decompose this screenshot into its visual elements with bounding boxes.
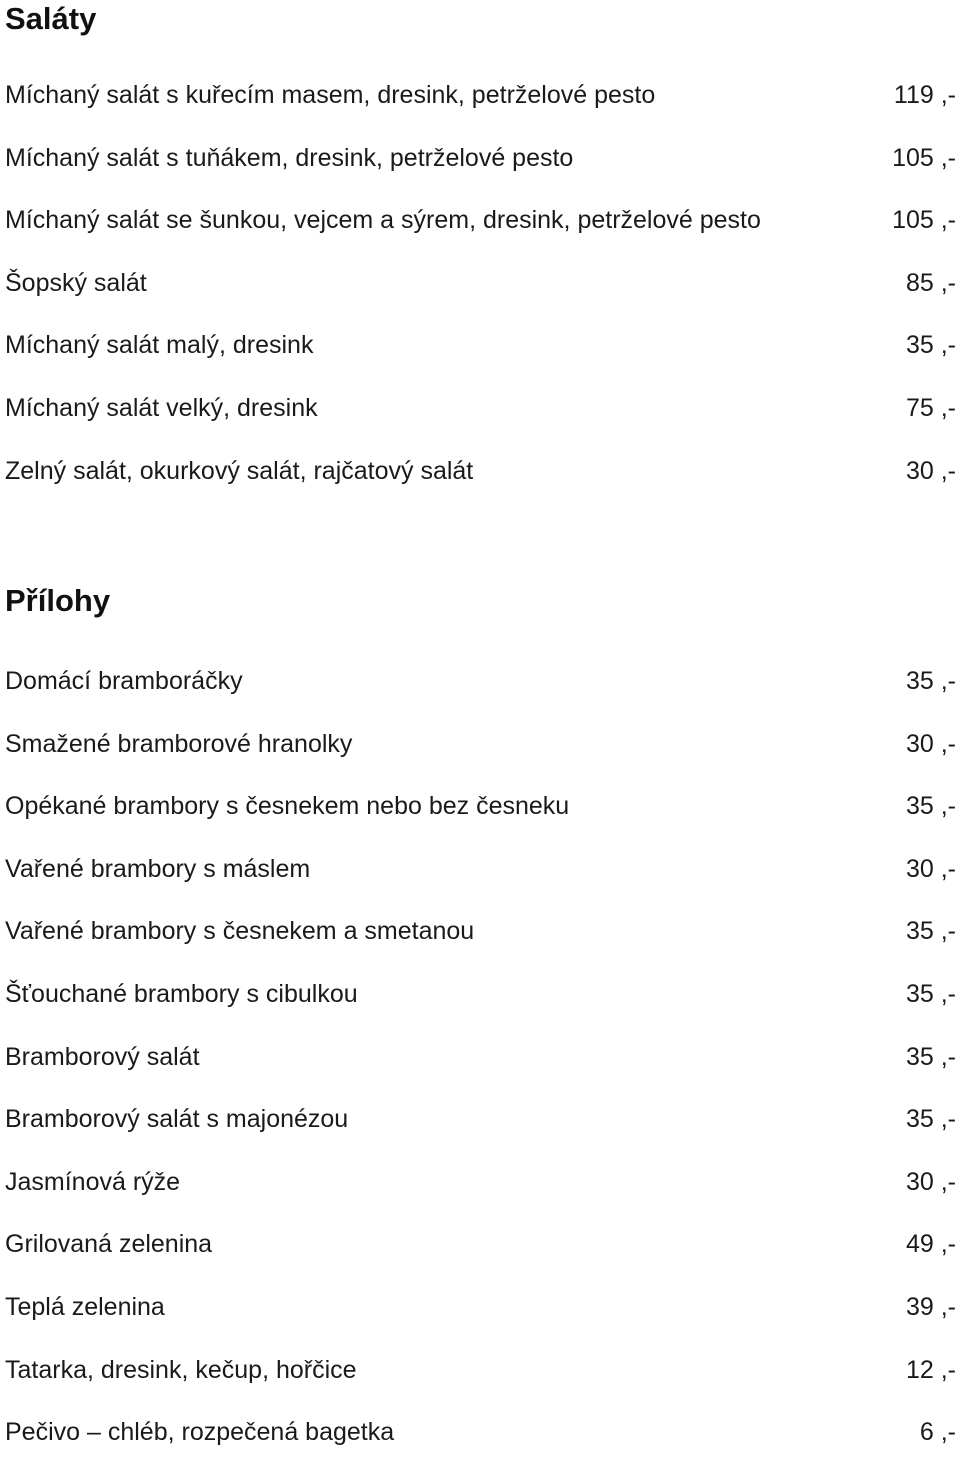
section-title-salaty: Saláty bbox=[5, 1, 97, 36]
menu-item bbox=[0, 314, 960, 377]
item-price: 75 ,- bbox=[905, 393, 956, 422]
menu-item bbox=[0, 900, 960, 963]
item-name: Pečivo – chléb, rozpečená bagetka bbox=[5, 1418, 395, 1447]
item-price: 6 ,- bbox=[919, 1418, 956, 1447]
item-name: Míchaný salát se šunkou, vejcem a sýrem, dresink, petrželové pesto bbox=[5, 206, 761, 235]
item-price: 35 ,- bbox=[905, 1105, 956, 1134]
item-name: Míchaný salát malý, dresink bbox=[5, 331, 314, 360]
menu-item bbox=[0, 838, 960, 901]
item-price: 12 ,- bbox=[905, 1355, 956, 1384]
item-name: Opékané brambory s česnekem nebo bez česneku bbox=[5, 792, 570, 821]
menu-item bbox=[0, 64, 960, 127]
item-name: Smažené bramborové hranolky bbox=[5, 729, 353, 758]
item-price: 119 ,- bbox=[893, 81, 956, 109]
item-price: 39 ,- bbox=[905, 1292, 956, 1321]
item-price: 30 ,- bbox=[905, 456, 956, 485]
item-price: 35 ,- bbox=[905, 1042, 956, 1071]
menu-item bbox=[0, 1276, 960, 1339]
item-list-prilohy bbox=[0, 650, 960, 1464]
item-price: 30 ,- bbox=[905, 729, 956, 758]
menu-item bbox=[0, 377, 960, 440]
item-price: 105 ,- bbox=[892, 143, 956, 172]
item-name: Míchaný salát velký, dresink bbox=[5, 393, 318, 422]
menu-item bbox=[0, 252, 960, 315]
item-name: Šopský salát bbox=[5, 268, 147, 297]
section-salaty bbox=[0, 0, 960, 502]
item-name: Šťouchané brambory s cibulkou bbox=[5, 979, 358, 1008]
item-price: 30 ,- bbox=[905, 854, 956, 883]
item-name: Zelný salát, okurkový salát, rajčatový salát bbox=[5, 456, 474, 485]
item-name: Vařené brambory s máslem bbox=[5, 854, 311, 883]
item-price: 35 ,- bbox=[905, 917, 956, 946]
menu-item bbox=[0, 650, 960, 713]
menu-item bbox=[0, 713, 960, 776]
menu-item bbox=[0, 1151, 960, 1214]
menu-item bbox=[0, 1026, 960, 1089]
menu-item bbox=[0, 440, 960, 503]
item-price: 35 ,- bbox=[905, 667, 956, 695]
item-price: 35 ,- bbox=[905, 792, 956, 821]
item-price: 35 ,- bbox=[905, 331, 956, 360]
menu-item bbox=[0, 1213, 960, 1276]
item-name: Bramborový salát s majonézou bbox=[5, 1105, 349, 1134]
item-name: Tatarka, dresink, kečup, hořčice bbox=[5, 1355, 357, 1384]
menu-item bbox=[0, 127, 960, 190]
item-name: Teplá zelenina bbox=[5, 1292, 165, 1321]
section-title-prilohy: Přílohy bbox=[5, 583, 111, 618]
menu-item bbox=[0, 1401, 960, 1464]
item-price: 85 ,- bbox=[905, 268, 956, 297]
item-price: 35 ,- bbox=[905, 979, 956, 1008]
menu-item bbox=[0, 189, 960, 252]
item-price: 105 ,- bbox=[892, 206, 956, 235]
menu-item bbox=[0, 963, 960, 1026]
item-name: Grilovaná zelenina bbox=[5, 1230, 213, 1259]
item-name: Bramborový salát bbox=[5, 1042, 200, 1071]
item-name: Jasmínová rýže bbox=[5, 1167, 181, 1196]
item-name: Vařené brambory s česnekem a smetanou bbox=[5, 917, 475, 946]
section-prilohy bbox=[0, 582, 960, 1464]
menu-item bbox=[0, 1088, 960, 1151]
item-name: Míchaný salát s tuňákem, dresink, petrželové pesto bbox=[5, 143, 574, 172]
menu-item bbox=[0, 775, 960, 838]
item-price: 30 ,- bbox=[905, 1167, 956, 1196]
item-name: Míchaný salát s kuřecím masem, dresink, petrželové pesto bbox=[5, 81, 656, 109]
menu-item bbox=[0, 1339, 960, 1402]
item-price: 49 ,- bbox=[905, 1230, 956, 1259]
item-name: Domácí bramboráčky bbox=[5, 667, 243, 695]
item-list-salaty bbox=[0, 64, 960, 502]
